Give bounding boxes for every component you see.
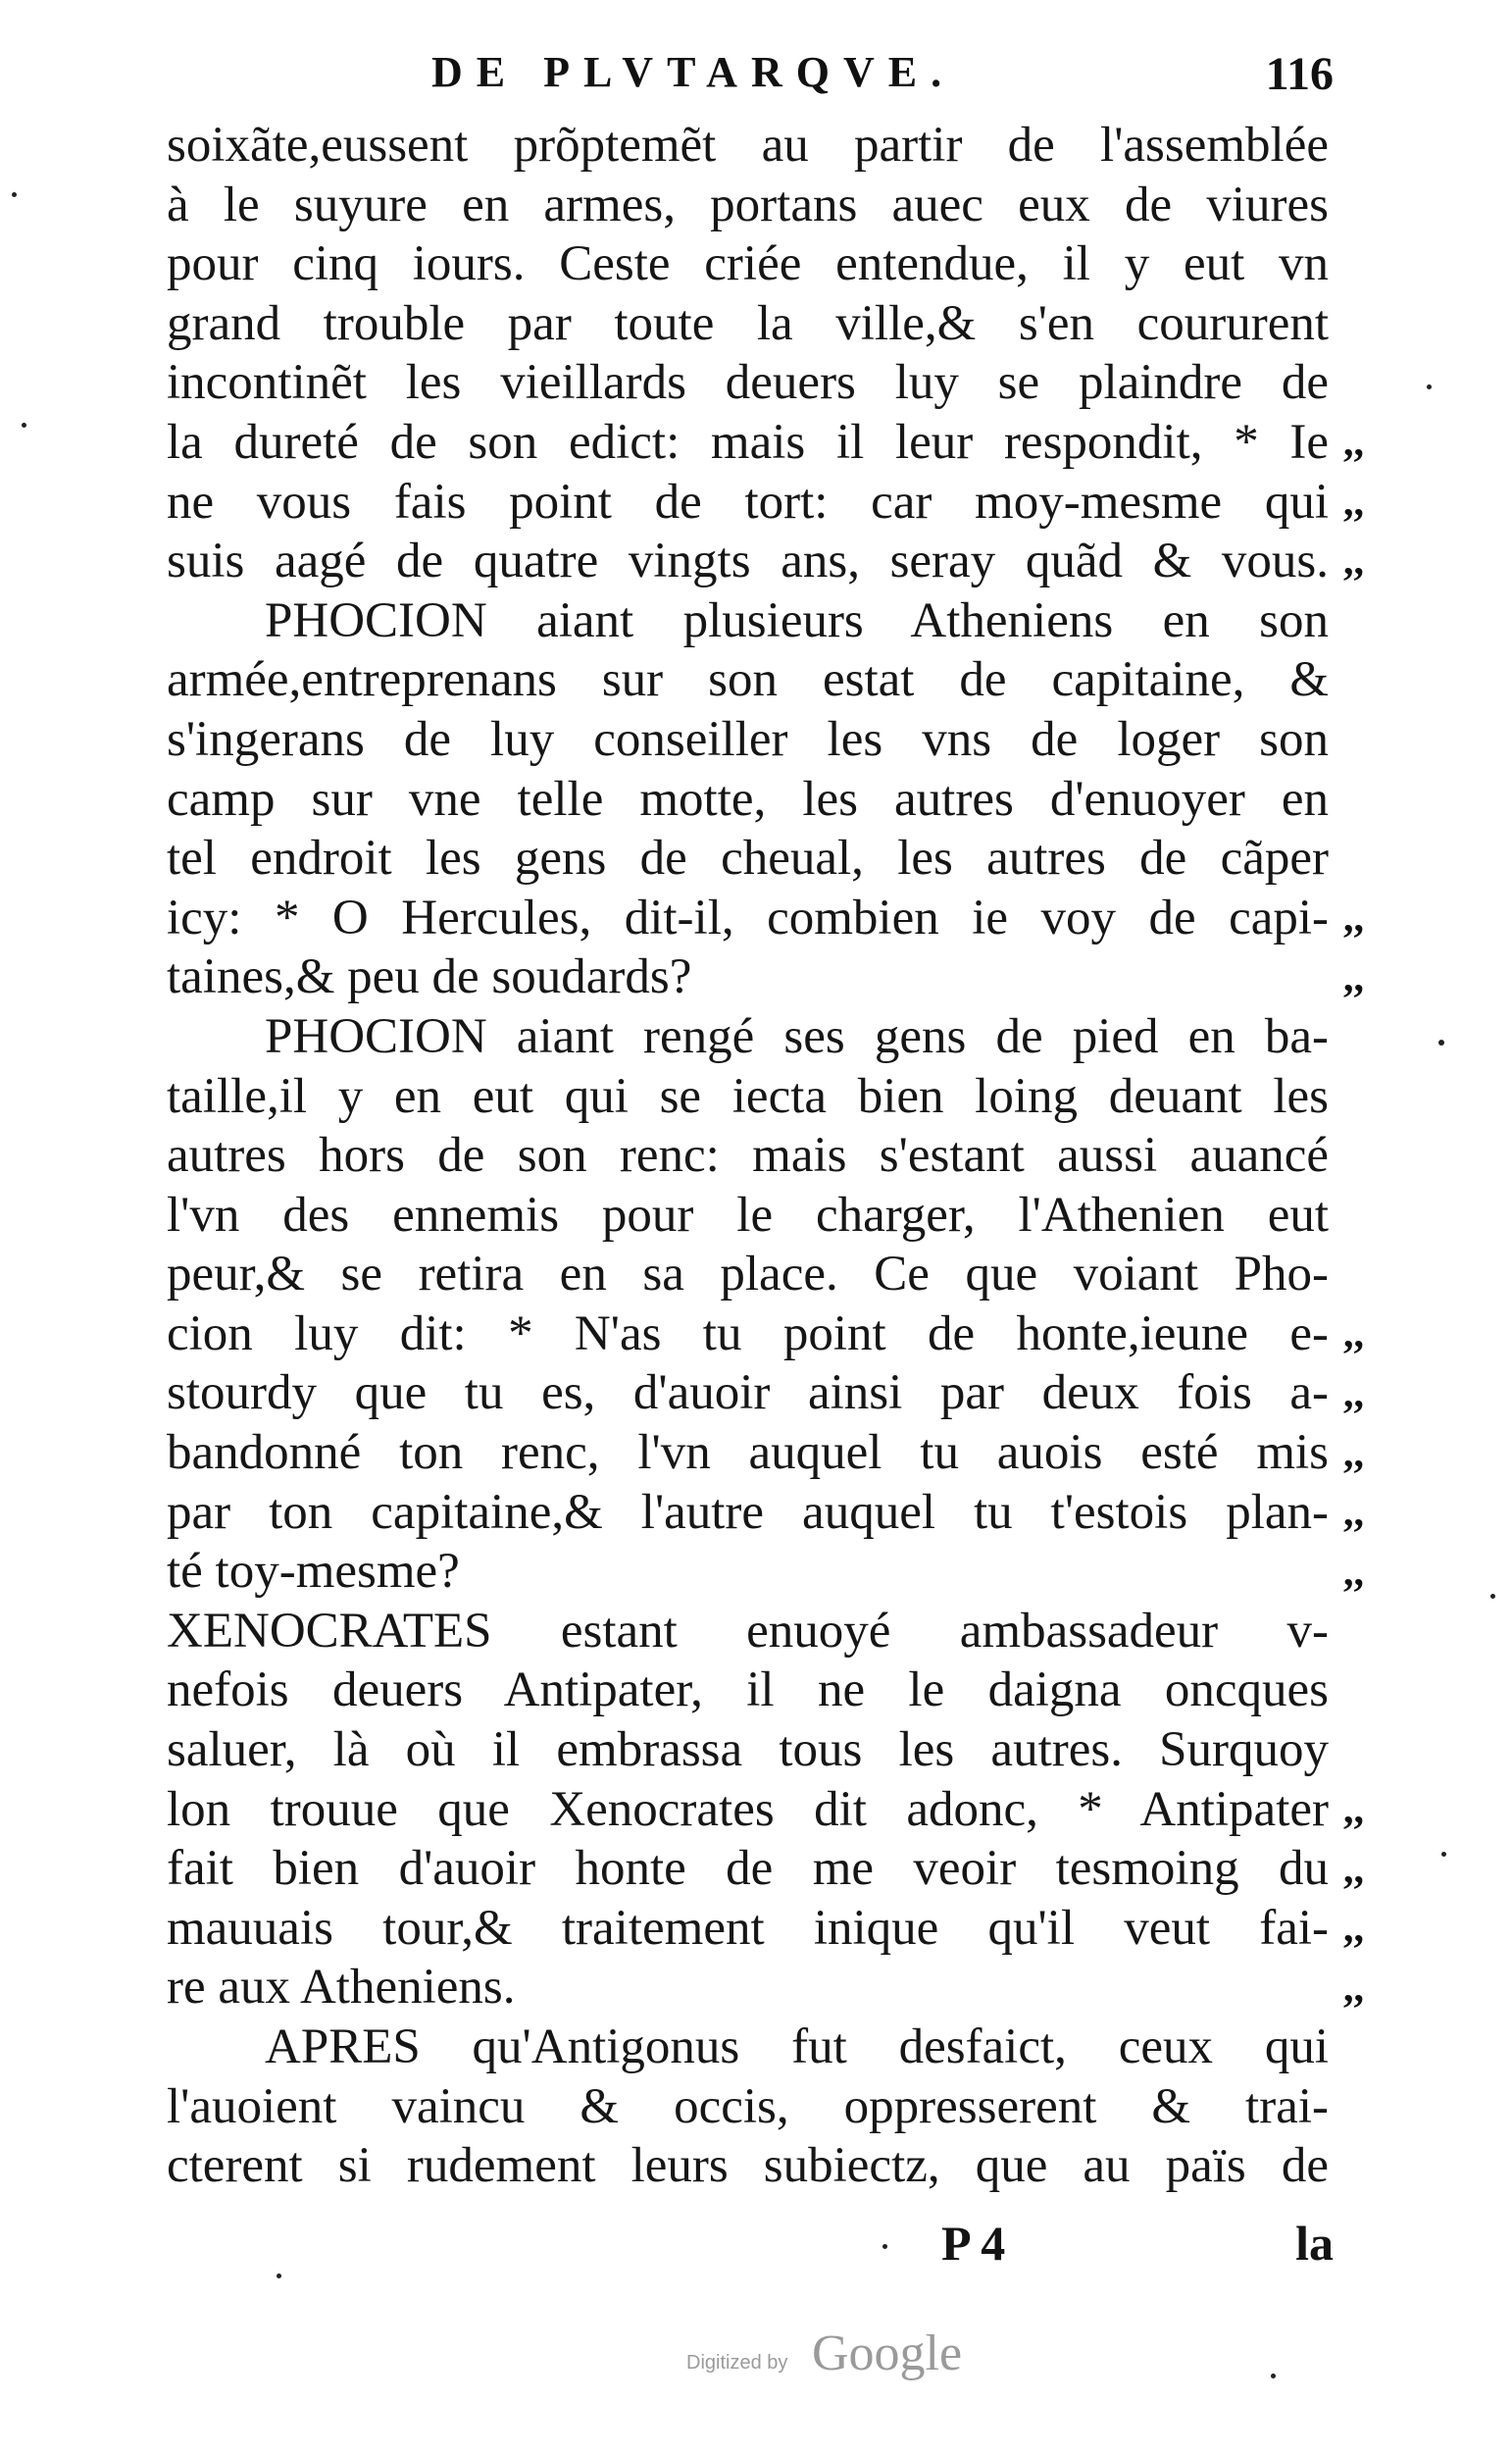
- text-line: mauuais tour,& traitement inique qu'il veut fai-: [167, 1900, 1329, 1956]
- quote-mark: ,,: [1343, 538, 1364, 584]
- text-line: suis aagé de quatre vingts ans, seray quãd & vous.: [167, 534, 1329, 589]
- text-line: re aux Atheniens.: [167, 1960, 516, 2016]
- text-line: pour cinq iours. Ceste criée entendue, il y eut vn: [167, 236, 1329, 292]
- quote-mark: ,,: [1343, 1490, 1364, 1535]
- quote-mark: ,,: [1343, 1550, 1364, 1595]
- quote-mark: ,,: [1343, 1847, 1364, 1892]
- paragraph-start-apres: APRES qu'Antigonus fut desfaict, ceux qui: [265, 2019, 1329, 2074]
- ink-speck: [277, 2273, 281, 2278]
- ink-speck: [1438, 1040, 1444, 1046]
- text-line: té toy-mesme?: [167, 1544, 460, 1600]
- paragraph-start-xenocrates: XENOCRATES estant enuoyé ambassadeur v-: [167, 1603, 1329, 1659]
- ink-speck: [882, 2244, 887, 2249]
- text-line: bandonné ton renc, l'vn auquel tu auois esté mis: [167, 1425, 1329, 1481]
- text-line: lon trouue que Xenocrates dit adonc, * Antipater: [167, 1781, 1329, 1837]
- quote-mark: ,,: [1343, 1311, 1364, 1356]
- text-line: stourdy que tu es, d'auoir ainsi par deux fois a-: [167, 1365, 1329, 1421]
- text-line: camp sur vne telle motte, les autres d'enuoyer en: [167, 771, 1329, 827]
- ink-speck: [12, 192, 17, 197]
- text-line: saluer, là où il embrassa tous les autres. Surquoy: [167, 1722, 1329, 1778]
- page-number: 116: [1265, 48, 1334, 100]
- watermark-logo: Google: [812, 2325, 963, 2381]
- text-line: peur,& se retira en sa place. Ce que voiant Pho-: [167, 1247, 1329, 1303]
- paragraph-start-phocion-2: PHOCION aiant rengé ses gens de pied en ba-: [265, 1008, 1329, 1064]
- quote-mark: ,,: [1343, 1371, 1364, 1416]
- ink-speck: [1441, 1852, 1446, 1857]
- quote-mark: ,,: [1343, 1787, 1364, 1832]
- watermark-caption: Digitized by: [686, 2352, 788, 2374]
- ink-speck: [1427, 384, 1432, 389]
- quote-mark: ,,: [1343, 1906, 1364, 1951]
- ink-speck: [1271, 2374, 1276, 2378]
- text-line: par ton capitaine,& l'autre auquel tu t'estois plan-: [167, 1484, 1329, 1540]
- text-line: taille,il y en eut qui se iecta bien loing deuant les: [167, 1068, 1329, 1124]
- quote-mark: ,,: [1343, 1966, 1364, 2011]
- text-line: soixãte,eussent prõptemẽt au partir de l'assemblée: [167, 118, 1329, 173]
- text-line: cterent si rudement leurs subiectz, que au païs de: [167, 2138, 1329, 2194]
- quote-mark: ,,: [1343, 1431, 1364, 1476]
- ink-speck: [1490, 1594, 1495, 1599]
- quote-mark: ,,: [1343, 480, 1364, 525]
- text-line: icy: * O Hercules, dit-il, combien ie voy de capi-: [167, 890, 1329, 945]
- page-footer: [941, 2215, 1334, 2283]
- text-line: l'vn des ennemis pour le charger, l'Athenien eut: [167, 1187, 1329, 1243]
- quote-mark: ,,: [1343, 955, 1364, 1000]
- quote-mark: ,,: [1343, 895, 1364, 941]
- body-text: [167, 116, 1329, 2196]
- text-line: autres hors de son renc: mais s'estant aussi auancé: [167, 1128, 1329, 1184]
- ink-speck: [22, 423, 26, 428]
- signature-mark: P 4: [941, 2216, 1006, 2271]
- text-line: incontinẽt les vieillards deuers luy se plaindre de: [167, 355, 1329, 411]
- text-line: tel endroit les gens de cheual, les autres de cãper: [167, 831, 1329, 887]
- running-head: DE PLVTARQVE.: [431, 48, 956, 96]
- text-line: grand trouble par toute la ville,& s'en coururent: [167, 295, 1329, 351]
- text-line: fait bien d'auoir honte de me veoir tesmoing du: [167, 1841, 1329, 1897]
- text-line: taines,& peu de soudards?: [167, 949, 692, 1005]
- digitization-watermark: [686, 2324, 1010, 2393]
- text-line: la dureté de son edict: mais il leur respondit, * Ie: [167, 414, 1329, 470]
- text-line: s'ingerans de luy conseiller les vns de loger son: [167, 711, 1329, 767]
- text-line: à le suyure en armes, portans auec eux de viures: [167, 177, 1329, 232]
- text-line: ne vous fais point de tort: car moy-mesme qui: [167, 474, 1329, 530]
- page-header: [431, 47, 1334, 116]
- text-line: nefois deuers Antipater, il ne le daigna oncques: [167, 1662, 1329, 1718]
- text-line: cion luy dit: * N'as tu point de honte,ieune e-: [167, 1305, 1329, 1361]
- text-line: armée,entreprenans sur son estat de capitaine, &: [167, 652, 1329, 708]
- paragraph-start-phocion: PHOCION aiant plusieurs Atheniens en son: [265, 592, 1329, 648]
- catchword: la: [1295, 2216, 1334, 2271]
- quote-mark: ,,: [1343, 420, 1364, 465]
- text-line: l'auoient vaincu & occis, oppresserent & trai-: [167, 2078, 1329, 2134]
